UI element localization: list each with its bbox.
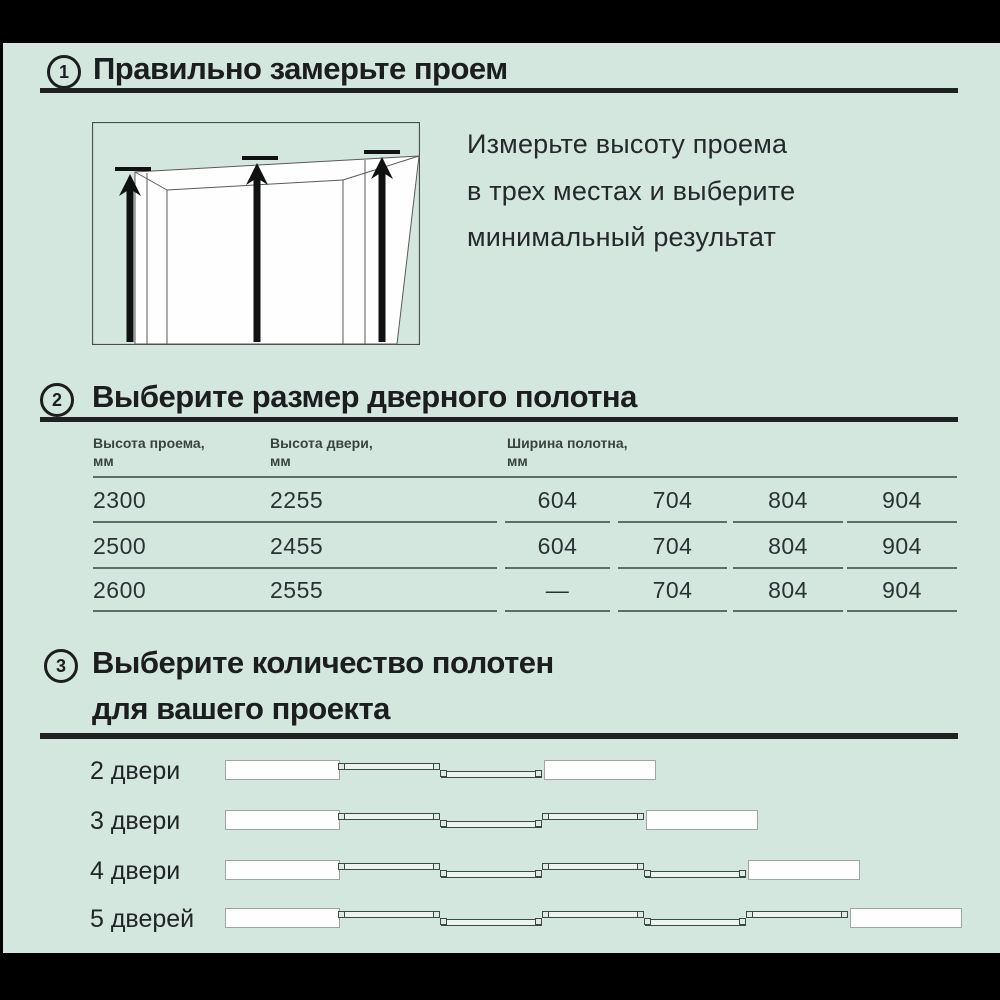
hinge-joint [535,820,542,827]
leaf-width-cell: 704 [652,487,693,513]
table-row-rule [505,521,610,523]
table-row-rule [505,567,610,569]
step-2-underline [40,417,958,422]
step-3-number: 3 [55,655,66,676]
leaf-width-cell: 904 [882,487,922,513]
door-leaf [339,863,440,870]
leaf-width-cell: 904 [882,577,922,603]
hinge-joint [338,911,345,918]
hinge-joint [433,813,440,820]
table-row-rule [93,567,497,569]
hinge-joint [637,813,644,820]
door-count-label: 4 двери [90,857,181,885]
table-column-header: Ширина полотна, мм [507,435,628,469]
hinge-joint [644,870,651,877]
table-row-rule [93,610,497,612]
description-line: Измерьте высоту проема [467,129,788,159]
door-leaf [441,771,542,778]
opening-height-cell: 2500 [93,533,147,559]
door-leaf [441,919,542,926]
leaf-width-cell: 804 [768,533,808,559]
door-count-label: 5 дверей [90,905,195,933]
table-row-rule [847,567,957,569]
door-opening-diagram [92,122,420,345]
table-column-header: Высота проема, мм [93,435,205,469]
door-leaf [339,911,440,918]
step-2-title: Выберите размер дверного полотна [92,379,637,414]
hinge-joint [542,813,549,820]
step-3-title-line2: для вашего проекта [92,691,390,726]
description-line: минимальный результат [467,222,777,252]
door-leaf [543,911,644,918]
door-leaf [339,813,440,820]
hinge-joint [637,863,644,870]
step-1-description [467,121,795,261]
hinge-joint [440,918,447,925]
leaf-width-cell: 904 [882,533,922,559]
step-1-title: Правильно замерьте проем [93,51,508,86]
description-line: в трех местах и выберите [467,175,796,206]
opening-height-cell: 2300 [93,487,147,513]
wall-segment [544,760,656,780]
door-leaf [543,863,644,870]
step-3-number-badge [44,649,78,683]
hinge-joint [535,918,542,925]
wall-segment [225,810,340,830]
hinge-joint [440,820,447,827]
leaf-width-cell: 704 [652,577,693,603]
door-height-cell: 2255 [270,487,324,513]
hinge-joint [644,918,651,925]
door-leaf [645,871,746,878]
hinge-joint [433,911,440,918]
table-column-header: Высота двери, мм [270,435,373,469]
hinge-joint [535,770,542,777]
hinge-joint [746,911,753,918]
table-row-rule [93,521,497,523]
door-height-cell: 2455 [270,533,324,559]
hinge-joint [433,863,440,870]
step-1-number-badge [47,55,81,89]
top-black-bar [0,0,1000,43]
wall-segment [748,860,860,880]
door-leaf [339,763,440,770]
hinge-joint [440,770,447,777]
leaf-width-cell: — [545,577,570,603]
table-row-rule [733,610,843,612]
leaf-width-cell: 804 [768,487,808,513]
wall-segment [225,860,340,880]
hinge-joint [739,918,746,925]
table-header-rule [93,476,957,478]
leaf-width-cell: 604 [537,487,578,513]
table-row-rule [618,567,727,569]
table-row-rule [847,610,957,612]
leaf-width-cell: 804 [768,577,808,603]
hinge-joint [841,911,848,918]
table-row-rule [618,521,727,523]
step-1-underline [40,88,958,93]
left-black-edge [0,43,3,953]
door-leaf [645,919,746,926]
table-row-rule [847,521,957,523]
step-2-number-badge [40,383,74,417]
hinge-joint [440,870,447,877]
hinge-joint [338,763,345,770]
step-2-number: 2 [51,389,62,410]
door-count-label: 2 двери [90,757,181,785]
hinge-joint [535,870,542,877]
door-leaf [441,871,542,878]
bottom-black-bar [0,953,1000,1000]
table-row-rule [733,521,843,523]
wall-segment [225,908,340,928]
wall-segment [850,908,962,928]
door-leaf [441,821,542,828]
step-1-number: 1 [58,61,69,82]
opening-height-cell: 2600 [93,577,147,603]
leaf-width-cell: 604 [537,533,578,559]
table-row-rule [618,610,727,612]
door-height-cell: 2555 [270,577,324,603]
hinge-joint [542,911,549,918]
table-row-rule [733,567,843,569]
door-count-label: 3 двери [90,807,181,835]
hinge-joint [338,813,345,820]
hinge-joint [637,911,644,918]
leaf-width-cell: 704 [652,533,693,559]
hinge-joint [739,870,746,877]
door-leaf [543,813,644,820]
step-3-title-line1: Выберите количество полотен [92,645,554,680]
wall-segment [225,760,340,780]
hinge-joint [338,863,345,870]
hinge-joint [433,763,440,770]
door-leaf [747,911,848,918]
table-row-rule [505,610,610,612]
step-3-underline [40,733,958,739]
wall-segment [646,810,758,830]
hinge-joint [542,863,549,870]
